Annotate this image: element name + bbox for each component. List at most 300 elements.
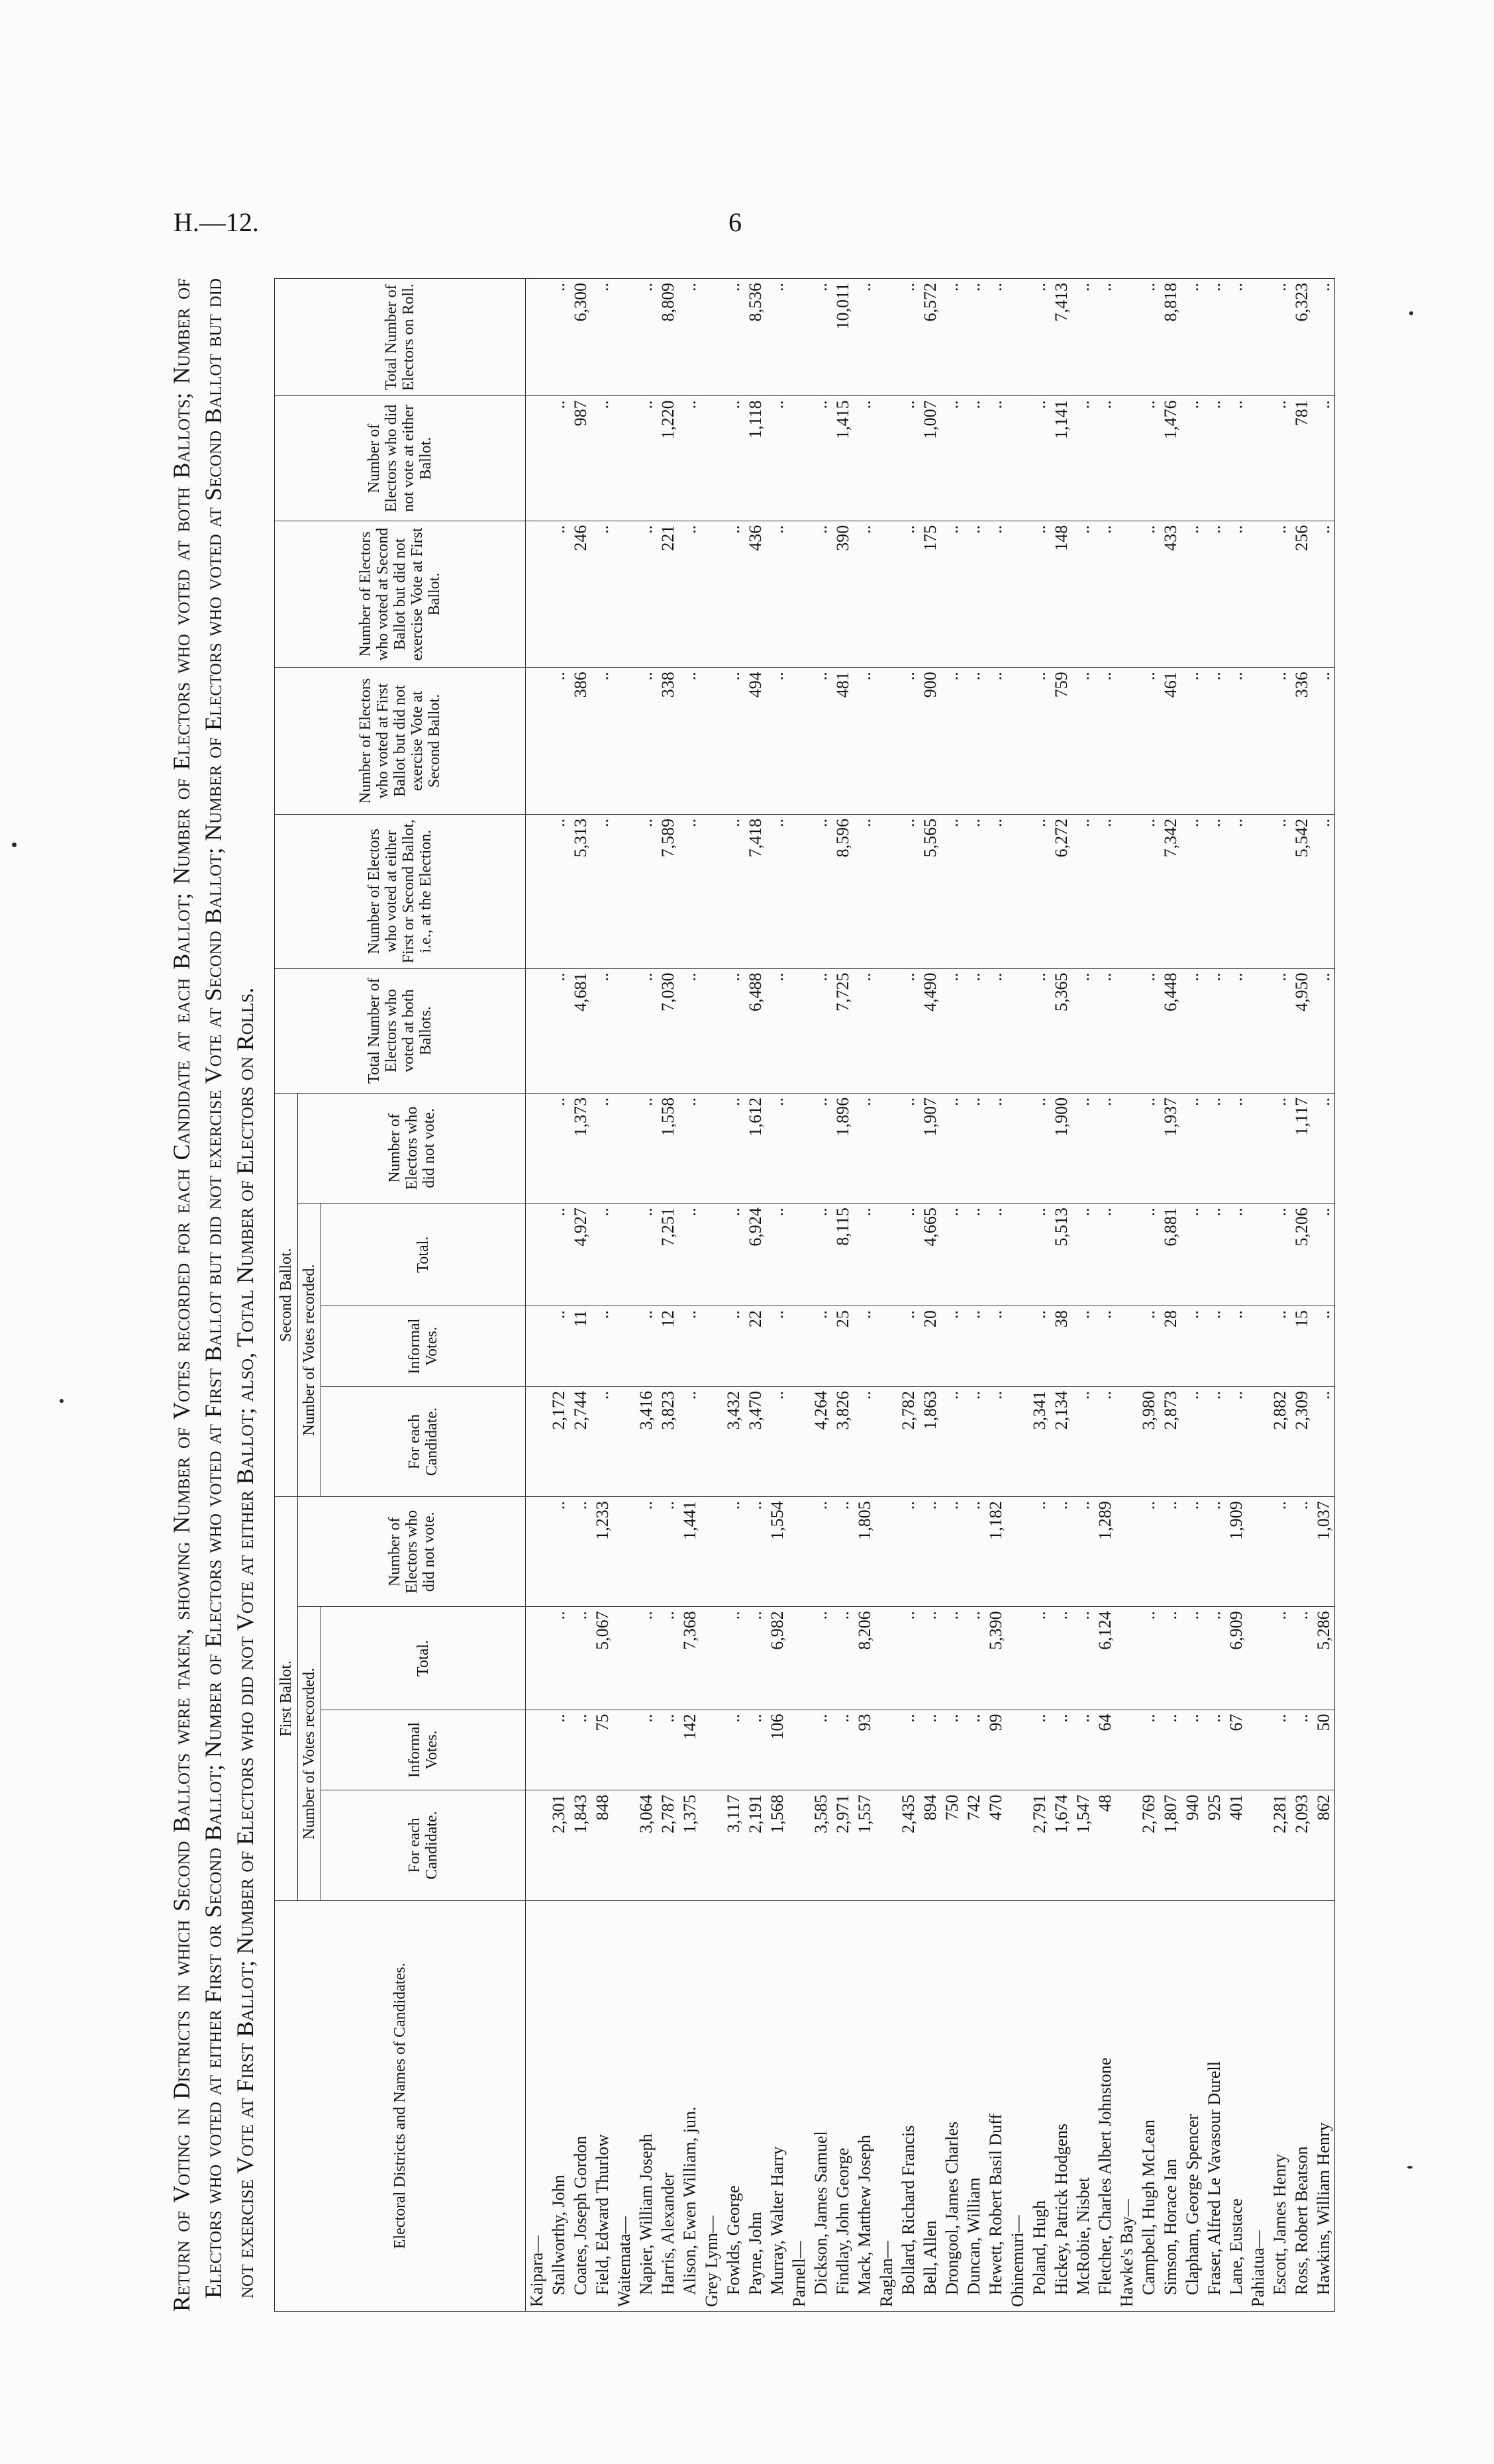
cell-s4: ..	[548, 1093, 570, 1203]
header-first-ballot: First Ballot.	[275, 1497, 298, 1900]
cell-f3: ..	[744, 1607, 766, 1710]
cell-c5: ..	[1181, 396, 1203, 521]
cell-s1	[526, 1387, 548, 1497]
cell-f3: ..	[1050, 1607, 1072, 1710]
cell-c6: ..	[1138, 279, 1160, 396]
cell-f3	[526, 1607, 548, 1710]
cell-s2: ..	[1313, 1306, 1335, 1387]
cell-c6: 8,536	[744, 279, 766, 396]
table-row	[548, 279, 570, 2312]
cell-f4	[875, 1497, 897, 1607]
cell-s2: ..	[1072, 1306, 1094, 1387]
cell-f1: 862	[1313, 1790, 1335, 1900]
cell-s4: 1,558	[657, 1093, 679, 1203]
cell-c5: ..	[722, 396, 744, 521]
cell-c4: ..	[1269, 521, 1291, 668]
cell-c2: ..	[679, 814, 701, 968]
cell-s2: ..	[1138, 1306, 1160, 1387]
cell-c6	[526, 279, 548, 396]
cell-f4: 1,289	[1094, 1497, 1116, 1607]
district-row	[1247, 279, 1269, 2312]
cell-s2: ..	[1028, 1306, 1050, 1387]
cell-c5: ..	[941, 396, 963, 521]
cell-c5: ..	[897, 396, 919, 521]
cell-f2: ..	[1072, 1710, 1094, 1790]
cell-s3: ..	[897, 1204, 919, 1306]
cell-c4: 148	[1050, 521, 1072, 668]
cell-s4: ..	[1225, 1093, 1247, 1203]
cell-c1: 7,030	[657, 968, 679, 1093]
cell-s3	[1116, 1204, 1138, 1306]
cell-s2: ..	[854, 1306, 875, 1387]
cell-f4: ..	[963, 1497, 985, 1607]
cell-f2: 142	[679, 1710, 701, 1790]
cell-c1	[701, 968, 722, 1093]
cell-f1: 848	[591, 1790, 613, 1900]
candidate-name: Field, Edward Thurlow	[591, 1900, 613, 2311]
cell-s3: 6,881	[1160, 1204, 1181, 1306]
cell-s1: ..	[766, 1387, 788, 1497]
cell-c2	[1116, 814, 1138, 968]
cell-s3: ..	[722, 1204, 744, 1306]
cell-s4	[1247, 1093, 1269, 1203]
cell-c1: ..	[1094, 968, 1116, 1093]
cell-s2: 25	[832, 1306, 854, 1387]
cell-f4: ..	[897, 1497, 919, 1607]
cell-c1: ..	[1225, 968, 1247, 1093]
cell-s3: ..	[766, 1204, 788, 1306]
table-row	[963, 279, 985, 2312]
cell-c3: ..	[635, 668, 657, 815]
cell-f2: 67	[1225, 1710, 1247, 1790]
cell-f2	[788, 1710, 810, 1790]
cell-s2: ..	[810, 1306, 832, 1387]
page-header-code: H.—12.	[174, 207, 259, 237]
cell-c1: ..	[591, 968, 613, 1093]
header-second-for-each: For each Candidate.	[321, 1387, 526, 1497]
cell-f4: ..	[1291, 1497, 1313, 1607]
candidate-name: Bell, Allen	[919, 1900, 941, 2311]
cell-s4: ..	[897, 1093, 919, 1203]
cell-f3: ..	[963, 1607, 985, 1710]
cell-s1: ..	[1203, 1387, 1225, 1497]
cell-c6: ..	[1313, 279, 1335, 396]
cell-s1	[613, 1387, 635, 1497]
candidate-name: Fowlds, George	[722, 1900, 744, 2311]
cell-s1: 3,470	[744, 1387, 766, 1497]
header-first-did-not-vote: Number of Electors who did not vote.	[298, 1497, 526, 1607]
table-row	[897, 279, 919, 2312]
cell-c1: ..	[1072, 968, 1094, 1093]
cell-s3: ..	[854, 1204, 875, 1306]
cell-c6: ..	[1181, 279, 1203, 396]
cell-f2: ..	[744, 1710, 766, 1790]
cell-f2: ..	[1269, 1710, 1291, 1790]
cell-s4: ..	[1203, 1093, 1225, 1203]
cell-s3: 4,665	[919, 1204, 941, 1306]
cell-c6: 10,011	[832, 279, 854, 396]
cell-s3	[1007, 1204, 1028, 1306]
district-name: Kaipara—	[526, 1900, 548, 2311]
header-first-for-each: For each Candidate.	[321, 1790, 526, 1900]
cell-s3: ..	[1225, 1204, 1247, 1306]
cell-c5	[1007, 396, 1028, 521]
candidate-name: Stallworthy, John	[548, 1900, 570, 2311]
cell-s4: ..	[635, 1093, 657, 1203]
district-name: Hawke's Bay—	[1116, 1900, 1138, 2311]
cell-c3: ..	[1203, 668, 1225, 815]
cell-c6: ..	[591, 279, 613, 396]
candidate-name: Murray, Walter Harry	[766, 1900, 788, 2311]
cell-c5	[1116, 396, 1138, 521]
cell-f4: ..	[1138, 1497, 1160, 1607]
header-either-ballot: Number of Electors who voted at either First or Second Ballot, i.e., at the Election.	[275, 814, 526, 968]
district-row	[875, 279, 897, 2312]
cell-c2	[526, 814, 548, 968]
cell-c3: ..	[591, 668, 613, 815]
cell-f3: ..	[810, 1607, 832, 1710]
district-name: Raglan—	[875, 1900, 897, 2311]
cell-c1: ..	[1181, 968, 1203, 1093]
district-name: Pahiatua—	[1247, 1900, 1269, 2311]
cell-c5: ..	[1313, 396, 1335, 521]
cell-f4: ..	[1203, 1497, 1225, 1607]
cell-f2: ..	[897, 1710, 919, 1790]
header-second-votes-recorded: Number of Votes recorded.	[298, 1204, 321, 1497]
candidate-name: Simson, Horace Ian	[1160, 1900, 1181, 2311]
cell-c3: 336	[1291, 668, 1313, 815]
cell-f1: 1,547	[1072, 1790, 1094, 1900]
cell-f3	[1247, 1607, 1269, 1710]
header-second-informal: Informal Votes.	[321, 1306, 526, 1387]
cell-c3: ..	[941, 668, 963, 815]
cell-f2: ..	[832, 1710, 854, 1790]
cell-s3: 5,206	[1291, 1204, 1313, 1306]
cell-f4: ..	[744, 1497, 766, 1607]
cell-s3: ..	[1138, 1204, 1160, 1306]
cell-c3: ..	[1269, 668, 1291, 815]
cell-c3: ..	[985, 668, 1007, 815]
cell-c3: 461	[1160, 668, 1181, 815]
cell-c6: 8,809	[657, 279, 679, 396]
cell-f3: ..	[570, 1607, 591, 1710]
cell-s2: ..	[679, 1306, 701, 1387]
page-number: 6	[728, 207, 742, 237]
cell-f2: ..	[810, 1710, 832, 1790]
cell-c3: 759	[1050, 668, 1072, 815]
cell-f3: ..	[1269, 1607, 1291, 1710]
cell-f4: ..	[1028, 1497, 1050, 1607]
table-row	[919, 279, 941, 2312]
cell-c5: ..	[679, 396, 701, 521]
cell-s2: ..	[1181, 1306, 1203, 1387]
cell-f1: 940	[1181, 1790, 1203, 1900]
cell-c4: ..	[591, 521, 613, 668]
cell-f1	[788, 1790, 810, 1900]
cell-s3: ..	[1072, 1204, 1094, 1306]
cell-c4: ..	[854, 521, 875, 668]
cell-c4: 246	[570, 521, 591, 668]
cell-c1	[1247, 968, 1269, 1093]
cell-f1: 750	[941, 1790, 963, 1900]
cell-c6: ..	[1225, 279, 1247, 396]
cell-f1: 2,971	[832, 1790, 854, 1900]
cell-f1	[526, 1790, 548, 1900]
cell-c1: 4,490	[919, 968, 941, 1093]
cell-c4	[526, 521, 548, 668]
cell-c4	[875, 521, 897, 668]
cell-s1: 2,782	[897, 1387, 919, 1497]
table-row	[679, 279, 701, 2312]
cell-s2	[613, 1306, 635, 1387]
cell-c5	[875, 396, 897, 521]
table-row	[941, 279, 963, 2312]
cell-s3: 4,927	[570, 1204, 591, 1306]
cell-s2	[526, 1306, 548, 1387]
cell-s4: ..	[1313, 1093, 1335, 1203]
cell-c3: 386	[570, 668, 591, 815]
cell-s2: ..	[897, 1306, 919, 1387]
table-row	[1225, 279, 1247, 2312]
cell-f2: ..	[1050, 1710, 1072, 1790]
cell-c1: ..	[1203, 968, 1225, 1093]
cell-f3	[613, 1607, 635, 1710]
cell-f3: 6,124	[1094, 1607, 1116, 1710]
cell-f4: 1,554	[766, 1497, 788, 1607]
cell-s3: ..	[548, 1204, 570, 1306]
table-row	[591, 279, 613, 2312]
cell-f3: 7,368	[679, 1607, 701, 1710]
cell-f4: ..	[548, 1497, 570, 1607]
table-row	[1181, 279, 1203, 2312]
cell-c1: ..	[1138, 968, 1160, 1093]
cell-c5: ..	[591, 396, 613, 521]
cell-s2	[788, 1306, 810, 1387]
cell-s2: ..	[722, 1306, 744, 1387]
cell-c3: ..	[810, 668, 832, 815]
candidate-name: Drongool, James Charles	[941, 1900, 963, 2311]
cell-f4	[1116, 1497, 1138, 1607]
cell-c4: 221	[657, 521, 679, 668]
cell-c2: ..	[810, 814, 832, 968]
cell-s1: 3,980	[1138, 1387, 1160, 1497]
cell-c1: 4,681	[570, 968, 591, 1093]
cell-c1: ..	[985, 968, 1007, 1093]
cell-c4: 436	[744, 521, 766, 668]
cell-s4	[613, 1093, 635, 1203]
cell-c3: 338	[657, 668, 679, 815]
cell-s1: ..	[941, 1387, 963, 1497]
district-name: Parnell—	[788, 1900, 810, 2311]
cell-f2: 93	[854, 1710, 875, 1790]
cell-s4: ..	[1138, 1093, 1160, 1203]
cell-c4: ..	[810, 521, 832, 668]
cell-c6: ..	[1203, 279, 1225, 396]
cell-c2: ..	[1203, 814, 1225, 968]
table-row	[985, 279, 1007, 2312]
cell-f1	[701, 1790, 722, 1900]
cell-c6	[875, 279, 897, 396]
cell-c5	[613, 396, 635, 521]
cell-c1: ..	[1269, 968, 1291, 1093]
cell-c6: ..	[1269, 279, 1291, 396]
cell-f2: 99	[985, 1710, 1007, 1790]
cell-c6: ..	[963, 279, 985, 396]
table-row	[810, 279, 832, 2312]
cell-s1: 1,863	[919, 1387, 941, 1497]
cell-f4	[526, 1497, 548, 1607]
cell-f1: 925	[1203, 1790, 1225, 1900]
cell-c2: ..	[1225, 814, 1247, 968]
cell-f3: ..	[635, 1607, 657, 1710]
cell-c6: 6,572	[919, 279, 941, 396]
cell-f2	[875, 1710, 897, 1790]
cell-f2: 50	[1313, 1710, 1335, 1790]
cell-c1: ..	[548, 968, 570, 1093]
cell-c6: ..	[722, 279, 744, 396]
cell-s1: 3,823	[657, 1387, 679, 1497]
cell-f1: 401	[1225, 1790, 1247, 1900]
cell-c5: 1,007	[919, 396, 941, 521]
cell-f4: ..	[1160, 1497, 1181, 1607]
cell-c6: ..	[548, 279, 570, 396]
cell-f1: 2,191	[744, 1790, 766, 1900]
cell-c6: ..	[1094, 279, 1116, 396]
cell-f2: ..	[657, 1710, 679, 1790]
cell-s4: 1,900	[1050, 1093, 1072, 1203]
cell-s1: ..	[1181, 1387, 1203, 1497]
cell-c1	[613, 968, 635, 1093]
cell-f2	[1007, 1710, 1028, 1790]
cell-f4: ..	[657, 1497, 679, 1607]
header-second-total: Total.	[321, 1204, 526, 1306]
cell-c5: ..	[548, 396, 570, 521]
candidate-name: Clapham, George Spencer	[1181, 1900, 1203, 2311]
cell-s3	[788, 1204, 810, 1306]
cell-c3: ..	[1028, 668, 1050, 815]
cell-f4: 1,441	[679, 1497, 701, 1607]
cell-c1: 6,488	[744, 968, 766, 1093]
candidate-name: Lane, Eustace	[1225, 1900, 1247, 2311]
candidate-name: Coates, Joseph Gordon	[570, 1900, 591, 2311]
speck-mark	[1407, 2166, 1413, 2169]
table-row	[1094, 279, 1116, 2312]
cell-c5: 1,141	[1050, 396, 1072, 521]
candidate-name: Hewett, Robert Basil Duff	[985, 1900, 1007, 2311]
cell-f1: 2,281	[1269, 1790, 1291, 1900]
cell-s1: ..	[1313, 1387, 1335, 1497]
cell-s2: ..	[1225, 1306, 1247, 1387]
cell-s1	[1247, 1387, 1269, 1497]
table-row	[1138, 279, 1160, 2312]
cell-f1: 48	[1094, 1790, 1116, 1900]
cell-c3	[701, 668, 722, 815]
cell-s2: 15	[1291, 1306, 1313, 1387]
cell-c6: 6,323	[1291, 279, 1313, 396]
cell-s2: 28	[1160, 1306, 1181, 1387]
cell-s3: ..	[679, 1204, 701, 1306]
cell-f3	[1116, 1607, 1138, 1710]
cell-f3: ..	[722, 1607, 744, 1710]
cell-c3: 900	[919, 668, 941, 815]
cell-c1: ..	[963, 968, 985, 1093]
cell-c4: ..	[1225, 521, 1247, 668]
cell-c2	[701, 814, 722, 968]
cell-f3	[875, 1607, 897, 1710]
cell-f3: ..	[941, 1607, 963, 1710]
cell-s3: ..	[1094, 1204, 1116, 1306]
cell-c4: 390	[832, 521, 854, 668]
cell-c5	[1247, 396, 1269, 521]
cell-f3	[701, 1607, 722, 1710]
cell-c1: ..	[766, 968, 788, 1093]
cell-f4: 1,909	[1225, 1497, 1247, 1607]
cell-c1: 7,725	[832, 968, 854, 1093]
cell-f3	[1007, 1607, 1028, 1710]
cell-s3: ..	[1313, 1204, 1335, 1306]
candidate-name: Mack, Matthew Joseph	[854, 1900, 875, 2311]
cell-s1	[1116, 1387, 1138, 1497]
cell-s2	[1247, 1306, 1269, 1387]
candidate-name: Fletcher, Charles Albert Johnstone	[1094, 1900, 1116, 2311]
cell-f4: ..	[941, 1497, 963, 1607]
cell-c3	[1247, 668, 1269, 815]
cell-c5: 987	[570, 396, 591, 521]
cell-s4: ..	[1094, 1093, 1116, 1203]
cell-c4: ..	[1313, 521, 1335, 668]
cell-s1: ..	[679, 1387, 701, 1497]
table-row	[766, 279, 788, 2312]
cell-f3: ..	[832, 1607, 854, 1710]
cell-c5: ..	[985, 396, 1007, 521]
cell-c3: ..	[1181, 668, 1203, 815]
candidate-name: Poland, Hugh	[1028, 1900, 1050, 2311]
cell-c4	[1007, 521, 1028, 668]
cell-s1: 2,744	[570, 1387, 591, 1497]
cell-f4: ..	[635, 1497, 657, 1607]
cell-f2: ..	[1181, 1710, 1203, 1790]
cell-s1: 4,264	[810, 1387, 832, 1497]
cell-s1: ..	[985, 1387, 1007, 1497]
cell-c5	[526, 396, 548, 521]
cell-f3: ..	[1160, 1607, 1181, 1710]
cell-s1: 3,432	[722, 1387, 744, 1497]
cell-s4: ..	[722, 1093, 744, 1203]
header-both-ballots: Total Number of Electors who voted at both Ballots.	[275, 968, 526, 1093]
cell-f3	[788, 1607, 810, 1710]
cell-f2	[526, 1710, 548, 1790]
cell-c1	[875, 968, 897, 1093]
cell-s2: ..	[766, 1306, 788, 1387]
cell-f2: ..	[570, 1710, 591, 1790]
cell-s2: 11	[570, 1306, 591, 1387]
cell-f4: ..	[832, 1497, 854, 1607]
cell-c4: ..	[1181, 521, 1203, 668]
cell-s4: ..	[810, 1093, 832, 1203]
cell-f2: 64	[1094, 1710, 1116, 1790]
cell-s3: 6,924	[744, 1204, 766, 1306]
rotated-table-page	[166, 278, 1344, 2312]
cell-c5: ..	[1225, 396, 1247, 521]
cell-f4: ..	[1269, 1497, 1291, 1607]
cell-c4: ..	[1028, 521, 1050, 668]
table-row	[1269, 279, 1291, 2312]
cell-f2: ..	[1028, 1710, 1050, 1790]
cell-s3	[875, 1204, 897, 1306]
cell-s1: 2,172	[548, 1387, 570, 1497]
cell-s3: ..	[810, 1204, 832, 1306]
cell-s4: ..	[963, 1093, 985, 1203]
